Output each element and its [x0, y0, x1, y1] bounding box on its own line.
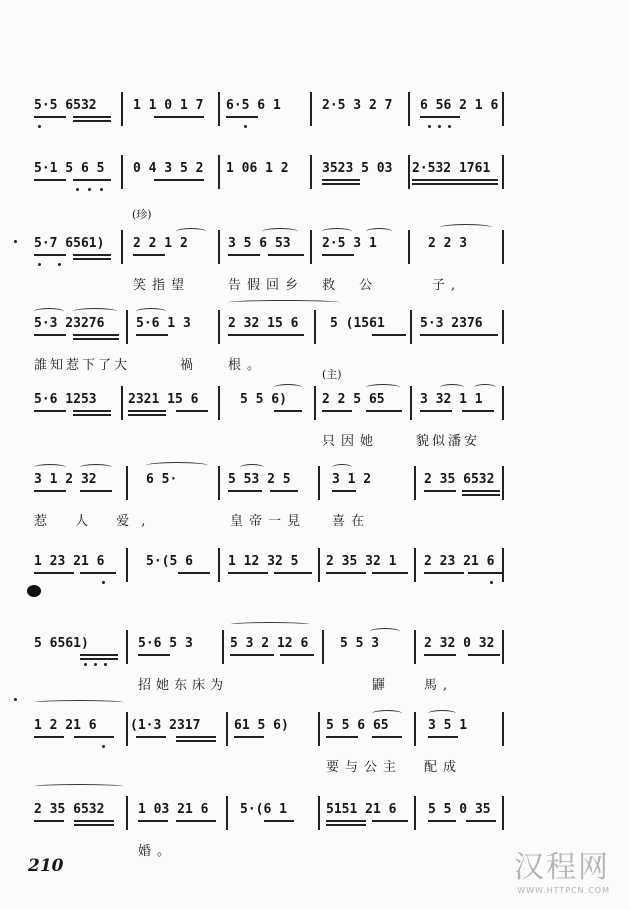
barline [322, 630, 324, 664]
measure: 5·(5 6 [146, 554, 193, 569]
barline [502, 466, 504, 500]
measure: 5 5 0 35 [428, 802, 491, 817]
score-row-9 [0, 712, 630, 775]
measure: 5·7 6561) [34, 236, 105, 251]
measure: 2 2 3 [428, 236, 468, 251]
score-row-5 [0, 368, 630, 449]
lyric: 子, [432, 278, 462, 293]
ink-blot [27, 585, 41, 597]
barline [222, 630, 224, 664]
measure: 2·5 3 1 [322, 236, 377, 251]
measure: 5·3 23276 [34, 316, 105, 331]
measure: 5 53 2 5 [228, 472, 291, 487]
barline [226, 712, 228, 746]
watermark [514, 842, 610, 895]
measure: 0 4 3 5 2 [133, 161, 204, 176]
watermark-title: 汉程网 [514, 850, 610, 885]
lyric: 只因她 [322, 434, 380, 449]
measure: 5·5 6532 [34, 98, 97, 113]
barline [310, 92, 312, 126]
barline [414, 796, 416, 830]
measure: 2321 15 6 [128, 392, 199, 407]
barline [502, 630, 504, 664]
lyric: 誰知惹下了大 [34, 358, 131, 373]
barline [414, 548, 416, 582]
measure: 3 1 2 32 [34, 472, 97, 487]
measure: 5 (1561 [330, 316, 385, 331]
barline [126, 310, 128, 344]
measure: 5 5 6 65 [326, 718, 389, 733]
barline [126, 466, 128, 500]
barline [218, 92, 220, 126]
score-row-7 [0, 548, 630, 608]
score-row-1 [0, 92, 630, 152]
measure: 2·5 3 2 7 [322, 98, 393, 113]
barline [502, 548, 504, 582]
barline [410, 310, 412, 344]
barline [310, 230, 312, 264]
barline [414, 712, 416, 746]
barline [121, 92, 123, 126]
barline [314, 386, 316, 420]
barline [121, 230, 123, 264]
measure: 1 12 32 5 [228, 554, 299, 569]
barline [502, 92, 504, 126]
measure: 3 1 2 [332, 472, 372, 487]
measure: 5·6 5 3 [138, 636, 193, 651]
lyric: 喜在 [332, 514, 371, 529]
barline [218, 230, 220, 264]
barline [126, 548, 128, 582]
lyric: 貌似潘安 [416, 434, 481, 449]
measure: 6·5 6 1 [226, 98, 281, 113]
measure: 5·3 2376 [420, 316, 483, 331]
barline [218, 466, 220, 500]
barline [318, 712, 320, 746]
measure: 3 5 1 [428, 718, 468, 733]
measure: 5 5 6) [240, 392, 287, 407]
measure: (1·3 2317 [130, 718, 201, 733]
measure: 2 2 5 65 [322, 392, 385, 407]
measure: 1 06 1 2 [226, 161, 289, 176]
barline [502, 386, 504, 420]
barline [121, 386, 123, 420]
measure: 2 2 1 2 [133, 236, 188, 251]
score-row-6 [0, 466, 630, 529]
measure: 1 1 0 1 7 [133, 98, 204, 113]
lyric: 告假回乡 [228, 278, 305, 293]
lyric: 救 公 [322, 278, 383, 293]
score-row-4 [0, 310, 630, 373]
measure: 2 32 15 6 [228, 316, 299, 331]
barline [410, 386, 412, 420]
barline [502, 796, 504, 830]
measure: 1 2 21 6 [34, 718, 97, 733]
page-number: 210 [28, 856, 64, 876]
barline [502, 310, 504, 344]
barline [414, 630, 416, 664]
barline [408, 92, 410, 126]
measure: 1 03 21 6 [138, 802, 209, 817]
barline [318, 466, 320, 500]
measure: 5151 21 6 [326, 802, 397, 817]
barline [218, 548, 220, 582]
barline [126, 630, 128, 664]
measure: 2 23 21 6 [424, 554, 495, 569]
watermark-url: WWW.HTTPCN.COM [517, 886, 610, 895]
lyric: 根。 [228, 358, 267, 373]
measure: 3 5 6 53 [228, 236, 291, 251]
barline [318, 796, 320, 830]
measure: 1 23 21 6 [34, 554, 105, 569]
measure: 5·6 1 3 [136, 316, 191, 331]
role-mark: (主) [322, 368, 342, 381]
lyric: 笑指望 [133, 278, 191, 293]
barline [218, 386, 220, 420]
measure: 6 5· [146, 472, 178, 487]
score-row-3 [0, 208, 630, 293]
measure: 5 5 3 [340, 636, 380, 651]
lyric: 馬, [424, 678, 454, 693]
role-mark: (珍) [132, 208, 152, 221]
barline [502, 712, 504, 746]
barline [121, 155, 123, 189]
measure: 2 32 0 32 [424, 636, 495, 651]
barline [126, 712, 128, 746]
lyric: 惹 人 爱, [34, 514, 158, 529]
measure: 5·6 1253 [34, 392, 97, 407]
barline [408, 230, 410, 264]
measure: 61 5 6) [234, 718, 289, 733]
measure: 5·(6 1 [240, 802, 287, 817]
score-row-8 [0, 630, 630, 693]
measure: 2 35 6532 [34, 802, 105, 817]
lyric: 要与公主 [326, 760, 403, 775]
measure: 3523 5 03 [322, 161, 393, 176]
barline [226, 796, 228, 830]
barline [318, 548, 320, 582]
barline [218, 310, 220, 344]
lyric: 禍 [180, 358, 200, 373]
barline [414, 466, 416, 500]
measure: 5 3 2 12 6 [230, 636, 309, 651]
barline [310, 155, 312, 189]
score-row-2 [0, 155, 630, 215]
lyric: 鼲 [372, 678, 392, 693]
measure: 2 35 6532 [424, 472, 495, 487]
barline [218, 155, 220, 189]
measure: 5·1 5 6 5 [34, 161, 105, 176]
barline [314, 310, 316, 344]
lyric: 配成 [424, 760, 463, 775]
barline [502, 230, 504, 264]
barline [126, 796, 128, 830]
measure: 2 35 32 1 [326, 554, 397, 569]
measure: 6 56 2 1 6 [420, 98, 499, 113]
measure: 2·532 1761 [412, 161, 491, 176]
lyric: 皇帝一見 [230, 514, 307, 529]
measure: 5 6561) [34, 636, 89, 651]
lyric: 婚。 [138, 844, 177, 859]
lyric: 招她东床为 [138, 678, 229, 693]
barline [502, 155, 504, 189]
barline [408, 155, 410, 189]
measure: 3 32 1 1 [420, 392, 483, 407]
